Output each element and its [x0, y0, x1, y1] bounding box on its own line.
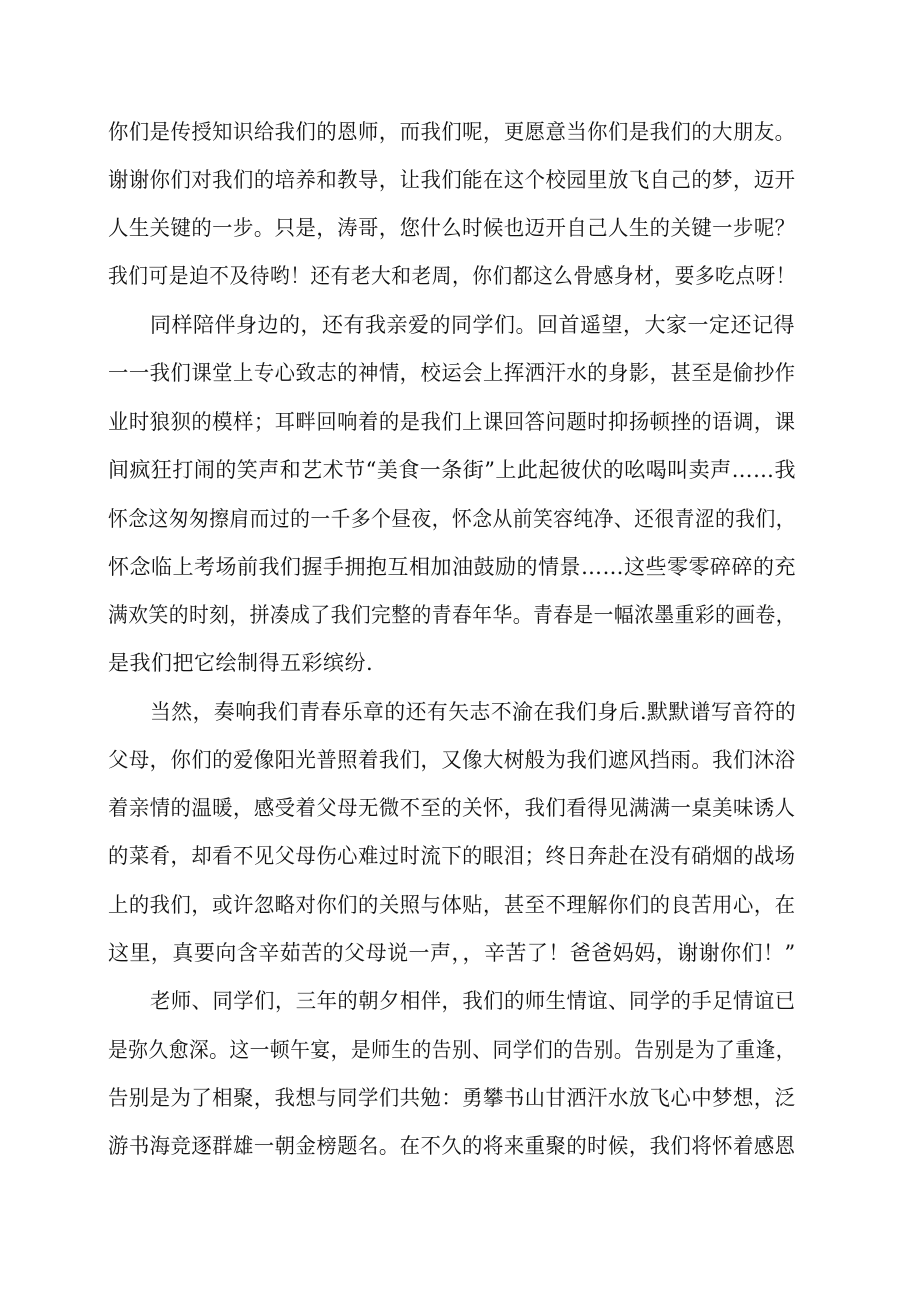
text-line: 是我们把它绘制得五彩缤纷. [108, 651, 374, 675]
text-line: 人生关键的一步。只是，涛哥，您什么时候也迈开自己人生的关键一步呢？ [108, 216, 796, 240]
text-line: 老师、同学们，三年的朝夕相伴，我们的师生情谊、同学的手足情谊已 [150, 989, 796, 1013]
text-line: 同样陪伴身边的，还有我亲爱的同学们。回首遥望，大家一定还记得 [150, 313, 795, 337]
text-line: 着亲情的温暖，感受着父母无微不至的关怀，我们看得见满满一桌美味诱人 [108, 796, 796, 820]
text-line: 当然，奏响我们青春乐章的还有矢志不渝在我们身后.默默谱写音符的 [150, 700, 797, 724]
text-line: 间疯狂打闹的笑声和艺术节“美食一条街”上此起彼伏的吆喝叫卖声……我 [108, 458, 796, 482]
text-line: 的菜肴，却看不见父母伤心难过时流下的眼泪；终日奔赴在没有硝烟的战场 [108, 844, 796, 868]
text-line: 谢谢你们对我们的培养和教导，让我们能在这个校园里放飞自己的梦，迈开 [108, 168, 796, 192]
text-line: 上的我们，或许忽略对你们的关照与体贴，甚至不理解你们的良苦用心，在 [108, 893, 796, 917]
text-line: 是弥久愈深。这一顿午宴，是师生的告别、同学们的告别。告别是为了重逢， [108, 1038, 796, 1062]
text-line: 我们可是迫不及待哟！还有老大和老周，你们都这么骨感身材，要多吃点呀！ [108, 264, 796, 288]
text-line: 一一我们课堂上专心致志的神情，校运会上挥洒汗水的身影，甚至是偷抄作 [108, 361, 796, 385]
text-line: 父母，你们的爱像阳光普照着我们，又像大树般为我们遮风挡雨。我们沐浴 [108, 748, 796, 772]
text-line: 业时狼狈的模样；耳畔回响着的是我们上课回答问题时抑扬顿挫的语调，课 [108, 410, 796, 434]
text-line: 告别是为了相聚，我想与同学们共勉：勇攀书山甘洒汗水放飞心中梦想，泛 [108, 1086, 796, 1110]
text-line: 这里，真要向含辛茹苦的父母说一声，，辛苦了！爸爸妈妈，谢谢你们！” [108, 941, 796, 965]
text-line: 满欢笑的时刻，拼凑成了我们完整的青春年华。青春是一幅浓墨重彩的画卷， [108, 603, 796, 627]
text-line: 怀念临上考场前我们握手拥抱互相加油鼓励的情景……这些零零碎碎的充 [108, 555, 796, 579]
text-line: 你们是传授知识给我们的恩师，而我们呢，更愿意当你们是我们的大朋友。 [108, 120, 796, 144]
text-line: 游书海竞逐群雄一朝金榜题名。在不久的将来重聚的时候，我们将怀着感恩 [108, 1134, 796, 1158]
text-line: 怀念这匆匆擦肩而过的一千多个昼夜，怀念从前笑容纯净、还很青涩的我们， [108, 507, 796, 531]
